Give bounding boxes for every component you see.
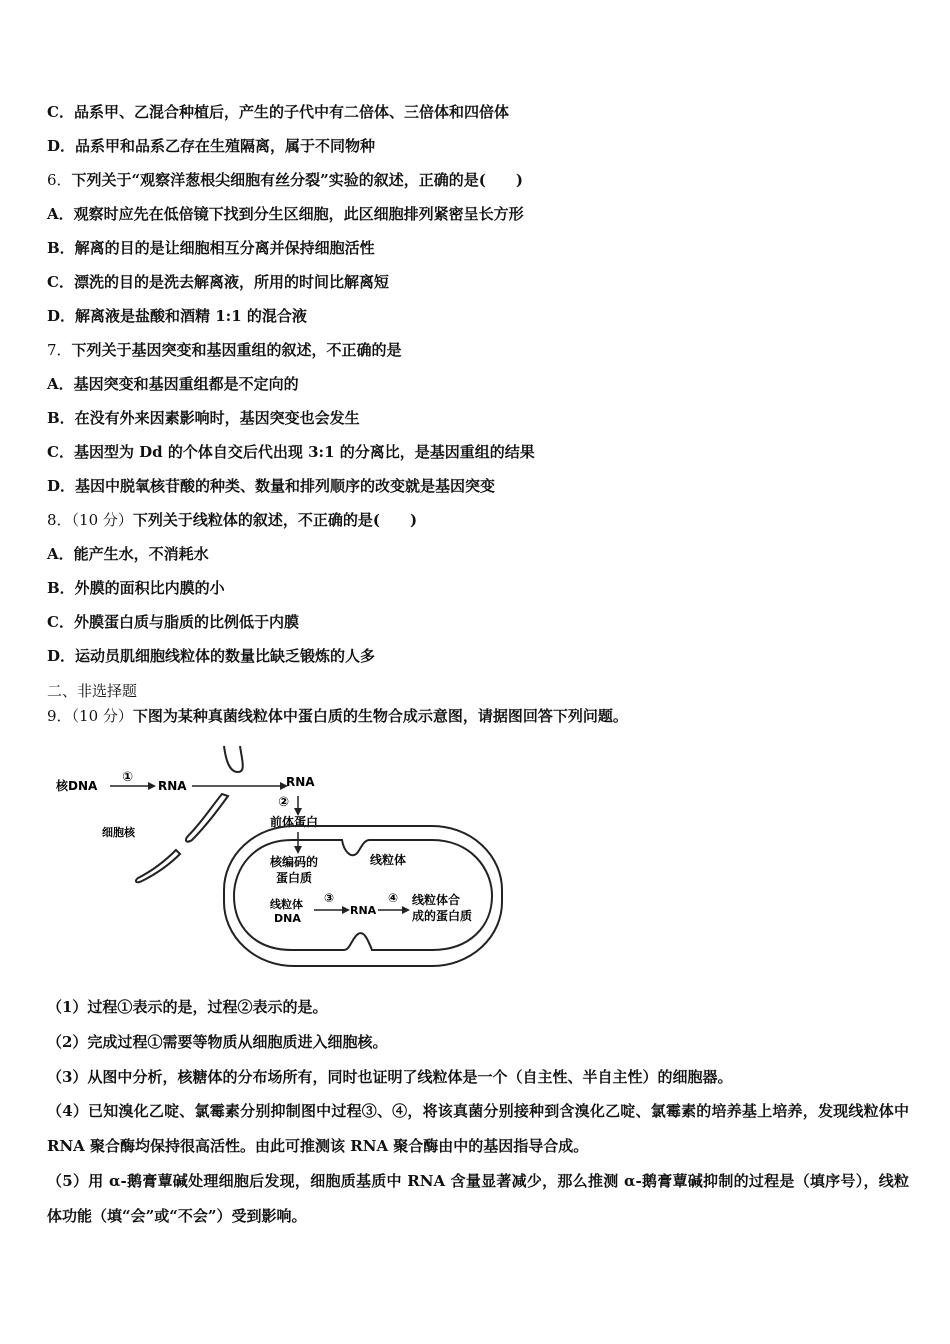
arrow-3-head: [342, 906, 350, 914]
q6-option-d: D．解离液是盐酸和酒精 1:1 的混合液: [47, 307, 307, 325]
q8-text: 下列关于线粒体的叙述，不正确的是( ): [132, 511, 418, 529]
q7-number: 7．: [47, 341, 72, 359]
process-1-marker: ①: [122, 770, 134, 785]
precursor-protein-label: 前体蛋白: [270, 815, 319, 829]
q8-option-c: C．外膜蛋白质与脂质的比例低于内膜: [47, 613, 299, 631]
q9-sub3: （3）从图中分析，核糖体的分布场所有，同时也证明了线粒体是一个（自主性、半自主性）的细胞器。: [47, 1068, 733, 1086]
nuclear-encoded-protein-label-2: 蛋白质: [276, 871, 313, 885]
q6-stem: [47, 170, 523, 190]
q7-option-c: C．基因型为 Dd 的个体自交后代出现 3:1 的分离比，是基因重组的结果: [47, 443, 535, 461]
q6-option-c: C．漂洗的目的是洗去解离液，所用的时间比解离短: [47, 273, 389, 291]
nuclear-encoded-protein-label-1: 核编码的: [270, 855, 319, 869]
q9-sub4: （4）已知溴化乙啶、氯霉素分别抑制图中过程③、④，将该真菌分别接种到含溴化乙啶、氯霉素的培养基上培养，发现线粒体中 RNA 聚合酶均保持很高活性。由此可推测该 RNA 聚合酶由中的基因指导合成。: [47, 1102, 909, 1155]
arrow-1-head: [148, 782, 156, 790]
nuclear-dna-label: 核DNA: [56, 779, 98, 793]
q9-number: 9．（10 分）: [47, 707, 133, 725]
q8-option-d: D．运动员肌细胞线粒体的数量比缺乏锻炼的人多: [47, 647, 376, 665]
q7-option-a: A．基因突变和基因重组都是不定向的: [47, 375, 299, 393]
rna-label-2: RNA: [286, 775, 315, 789]
mito-protein-label-2: 成的蛋白质: [412, 909, 473, 923]
q7-text: 下列关于基因突变和基因重组的叙述，不正确的是: [71, 341, 402, 359]
process-4-marker: ④: [388, 891, 399, 905]
q8-number: 8．（10 分）: [47, 511, 133, 529]
rna-label-1: RNA: [158, 779, 187, 793]
q9-text: 下图为某种真菌线粒体中蛋白质的生物合成示意图，请据图回答下列问题。: [132, 707, 628, 725]
q5-option-c: C．品系甲、乙混合种植后，产生的子代中有二倍体、三倍体和四倍体: [47, 103, 509, 121]
q9-stem: [47, 706, 628, 726]
q6-number: 6．: [47, 171, 72, 189]
nuclear-envelope-low: [136, 850, 180, 882]
q9-sub5: （5）用 α-鹅膏蕈碱处理细胞后发现，细胞质基质中 RNA 含量显著减少，那么推测 α-鹅膏蕈碱抑制的过程是（填序号），线粒体功能（填“会”或“不会”）受到影响。: [47, 1172, 909, 1225]
nuclear-envelope-mid: [186, 794, 228, 842]
q8-stem: [47, 510, 417, 530]
q8-option-b: B．外膜的面积比内膜的小: [47, 579, 225, 597]
mitochondria-protein-synthesis-diagram: [52, 744, 512, 969]
q9-sub2: （2）完成过程①需要等物质从细胞质进入细胞核。: [47, 1033, 388, 1051]
arrow-4-head: [402, 906, 410, 914]
q6-option-a: A．观察时应先在低倍镜下找到分生区细胞，此区细胞排列紧密呈长方形: [47, 205, 524, 223]
q7-option-b: B．在没有外来因素影响时，基因突变也会发生: [47, 409, 360, 427]
section-heading: 二、非选择题: [47, 682, 138, 700]
process-2-marker: ②: [278, 795, 290, 810]
q9-sub1: （1）过程①表示的是，过程②表示的是。: [47, 998, 328, 1016]
q8-option-a: A．能产生水，不消耗水: [47, 545, 209, 563]
nuclear-envelope-top: [224, 746, 243, 772]
q7-option-d: D．基因中脱氧核苷酸的种类、数量和排列顺序的改变就是基因突变: [47, 477, 496, 495]
process-3-marker: ③: [324, 891, 335, 905]
arrow-import-head: [294, 846, 302, 854]
nucleus-label: 细胞核: [102, 826, 135, 839]
rna-label-3: RNA: [350, 904, 377, 917]
mito-dna-label-1: 线粒体: [270, 898, 303, 911]
q6-option-b: B．解离的目的是让细胞相互分离并保持细胞活性: [47, 239, 375, 257]
mito-dna-label-2: DNA: [274, 912, 301, 925]
q6-text: 下列关于“观察洋葱根尖细胞有丝分裂”实验的叙述，正确的是( ): [71, 171, 524, 189]
q5-option-d: D．品系甲和品系乙存在生殖隔离，属于不同物种: [47, 137, 376, 155]
mito-protein-label-1: 线粒体合: [412, 893, 461, 907]
q7-stem: [47, 340, 402, 360]
mitochondrion-label: 线粒体: [370, 853, 407, 867]
